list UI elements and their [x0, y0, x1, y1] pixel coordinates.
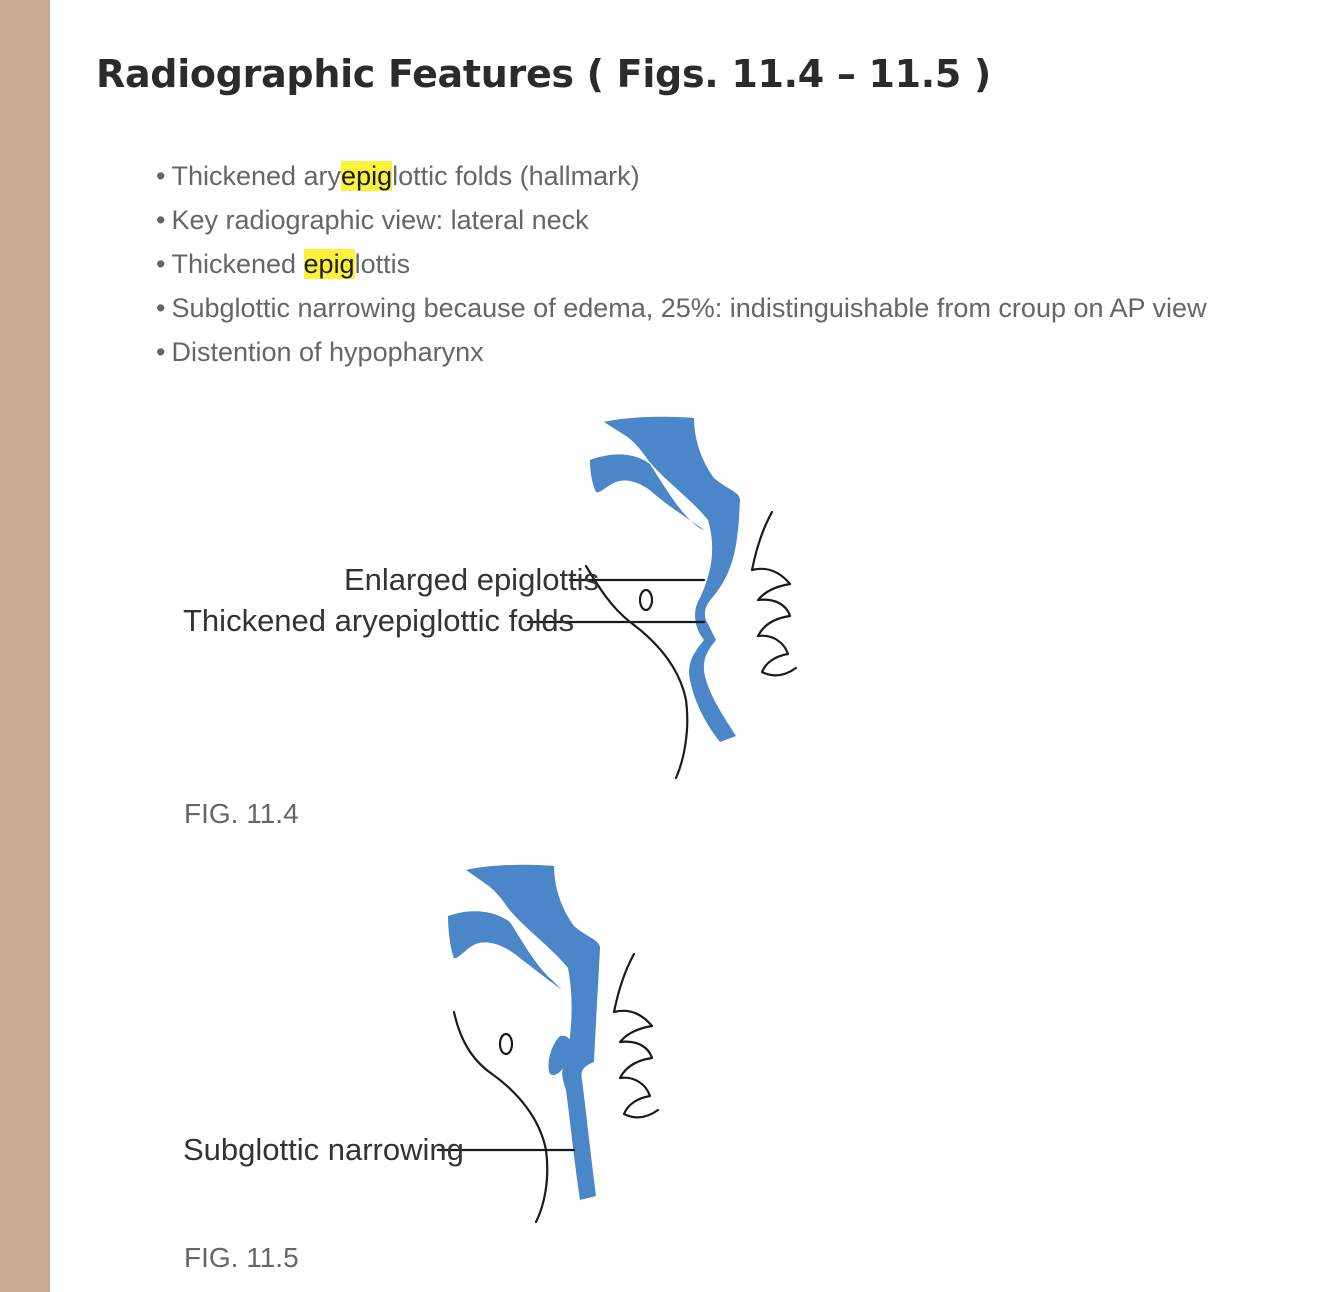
list-item-text: Subglottic narrowing because of edema, 25%: indistinguishable from croup on AP view — [171, 293, 1207, 323]
list-item: • Thickened epiglottis — [156, 249, 411, 279]
label-subglottic-narrowing: Subglottic narrowing — [183, 1132, 464, 1167]
cervical-spine-outline — [752, 512, 796, 675]
figure-caption: FIG. 11.5 — [184, 1242, 299, 1273]
list-item: • Thickened aryepiglottic folds (hallmark) — [156, 161, 640, 191]
hyoid-marker — [500, 1034, 512, 1054]
epiglottis-outline — [586, 566, 687, 778]
list-item-text: lottic folds (hallmark) — [392, 161, 640, 191]
figure-11-5-illustration — [183, 865, 658, 1222]
list-item-text: Key radiographic view: lateral neck — [171, 205, 589, 235]
list-item: • Key radiographic view: lateral neck — [156, 205, 589, 235]
figure-11-4-illustration — [183, 417, 796, 778]
list-item: • Subglottic narrowing because of edema, 25%: indistinguishable from croup on AP view — [156, 293, 1207, 323]
list-item: • Distention of hypopharynx — [156, 337, 484, 367]
hyoid-marker — [640, 590, 652, 610]
label-enlarged-epiglottis: Enlarged epiglottis — [344, 562, 600, 597]
list-item-text: Thickened ary — [171, 161, 342, 191]
list-item-text: lottis — [354, 249, 411, 279]
page-title: Radiographic Features ( Figs. 11.4 – 11.5 ) — [96, 52, 991, 96]
search-highlight: epig — [341, 161, 393, 191]
figure-caption: FIG. 11.4 — [184, 798, 299, 829]
cervical-spine-outline — [614, 954, 658, 1117]
list-item-text: Thickened — [171, 249, 304, 279]
list-item-text: Distention of hypopharynx — [171, 337, 484, 367]
label-thickened-folds: Thickened aryepiglottic folds — [183, 603, 575, 638]
search-highlight: epig — [303, 249, 355, 279]
